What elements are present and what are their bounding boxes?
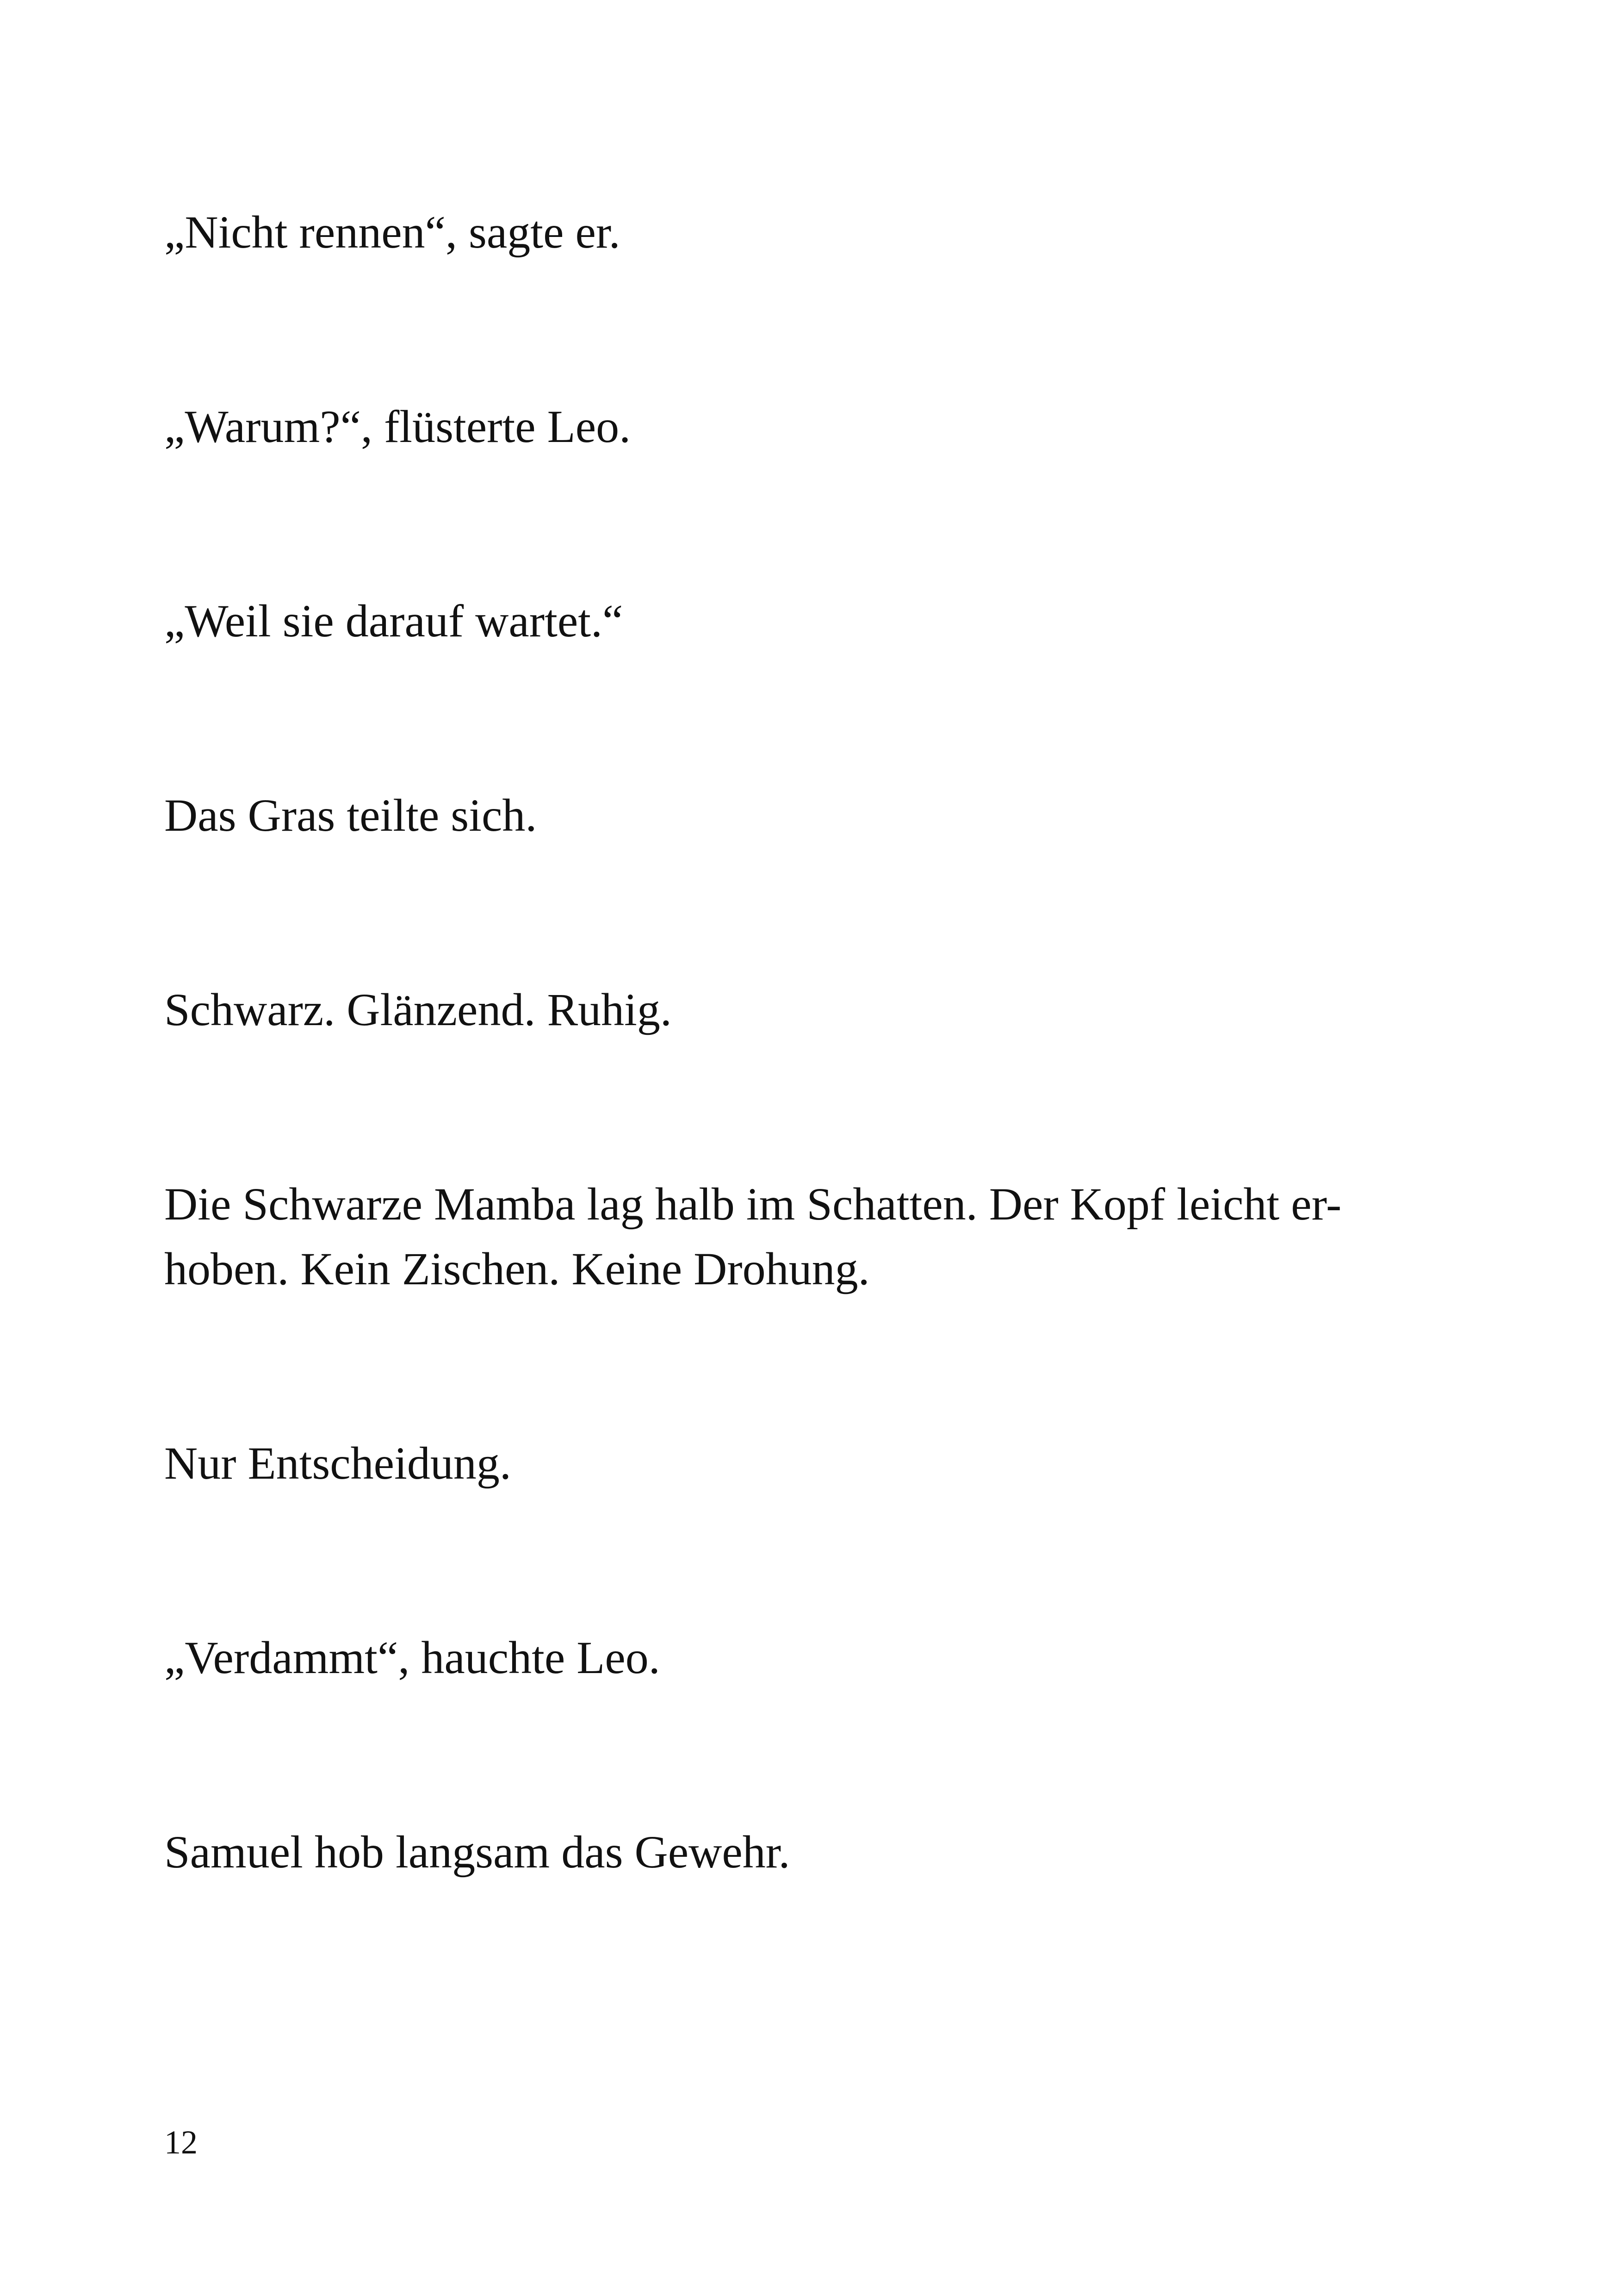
paragraph-6 — [164, 1172, 1460, 1301]
paragraph-6-line-1: Die Schwarze Mamba lag halb im Schatten. Der Kopf leicht er- — [164, 1178, 1342, 1230]
paragraph-3: „Weil sie darauf wartet.“ — [164, 595, 623, 647]
paragraph-7: Nur Entscheidung. — [164, 1437, 511, 1489]
page-number: 12 — [164, 2124, 198, 2161]
paragraph-9: Samuel hob langsam das Gewehr. — [164, 1826, 790, 1878]
paragraph-4: Das Gras teilte sich. — [164, 790, 537, 841]
paragraph-8: „Verdammt“, hauchte Leo. — [164, 1632, 660, 1683]
paragraph-5: Schwarz. Glänzend. Ruhig. — [164, 984, 672, 1035]
paragraph-2: „Warum?“, flüsterte Leo. — [164, 401, 631, 452]
paragraph-1: „Nicht rennen“, sagte er. — [164, 206, 620, 258]
paragraph-6-line-2: hoben. Kein Zischen. Keine Drohung. — [164, 1243, 870, 1294]
